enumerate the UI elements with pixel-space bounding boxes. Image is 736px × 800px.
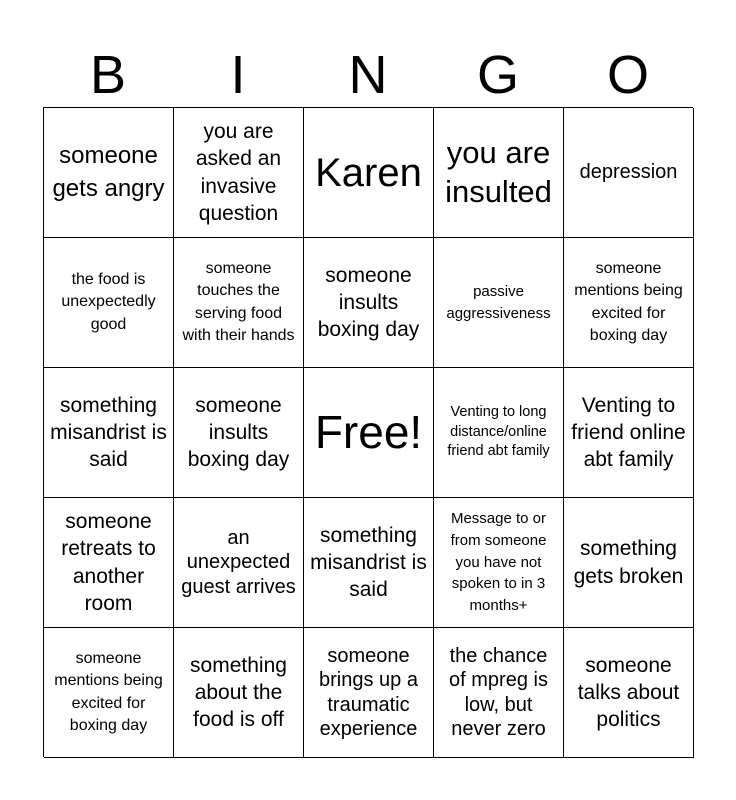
cell-text: someone mentions being excited for boxing day [54,649,163,734]
bingo-cell[interactable] [434,108,564,238]
cell-text: Message to or from someone you have not spoken to in 3 months+ [450,510,547,615]
bingo-cell[interactable] [564,498,694,628]
header-letter-o: O [606,45,649,105]
bingo-cell[interactable] [564,108,694,238]
cell-text: you are insulted [445,134,552,209]
cell-text: someone insults boxing day [317,263,420,342]
bingo-cell[interactable] [44,628,174,758]
cell-text: Karen [315,150,422,195]
cell-text: Venting to long distance/online friend abt family [447,404,550,460]
cell-text: something gets broken [573,537,684,588]
bingo-cell[interactable] [304,498,434,628]
cell-text: someone insults boxing day [187,393,290,472]
header-letter-g: G [476,45,519,105]
bingo-cell[interactable] [564,628,694,758]
cell-text: the chance of mpreg is low, but never zero [449,644,548,740]
cell-text: someone brings up a traumatic experience [319,644,418,740]
bingo-cell[interactable] [434,238,564,368]
bingo-cell[interactable] [174,498,304,628]
cell-text: someone talks about politics [577,653,680,732]
bingo-cell[interactable] [564,238,694,368]
cell-text: someone retreats to another room [61,509,156,615]
cell-text: someone touches the serving food with their hands [182,259,295,344]
bingo-header [43,42,693,108]
cell-text: passive aggressiveness [446,282,551,322]
cell-text: the food is unexpectedly good [61,270,156,333]
bingo-cell[interactable] [174,368,304,498]
free-space-cell[interactable] [304,368,434,498]
cell-text: Venting to friend online abt family [571,393,686,472]
free-space-label: Free! [314,406,423,459]
bingo-cell[interactable] [174,238,304,368]
cell-text: something about the food is off [190,653,287,732]
cell-text: an unexpected guest arrives [181,526,296,598]
bingo-cell[interactable] [44,108,174,238]
header-letter-n: N [348,45,388,105]
header-letter-b: B [89,45,127,105]
bingo-cell[interactable] [174,108,304,238]
bingo-cell[interactable] [304,108,434,238]
bingo-cell[interactable] [44,368,174,498]
bingo-cell[interactable] [304,628,434,758]
cell-text: you are asked an invasive question [195,119,282,225]
bingo-cell[interactable] [44,238,174,368]
cell-text: someone mentions being excited for boxing day [574,259,683,344]
bingo-cell[interactable] [564,368,694,498]
bingo-board [43,107,693,757]
cell-text: something misandrist is said [50,393,167,472]
cell-text: depression [579,161,678,184]
bingo-cell[interactable] [174,628,304,758]
bingo-cell[interactable] [434,498,564,628]
header-letter-i: I [230,45,246,105]
bingo-cell[interactable] [434,368,564,498]
bingo-cell[interactable] [304,238,434,368]
cell-text: something misandrist is said [310,523,427,602]
cell-text: someone gets angry [52,142,165,202]
bingo-cell[interactable] [44,498,174,628]
bingo-cell[interactable] [434,628,564,758]
